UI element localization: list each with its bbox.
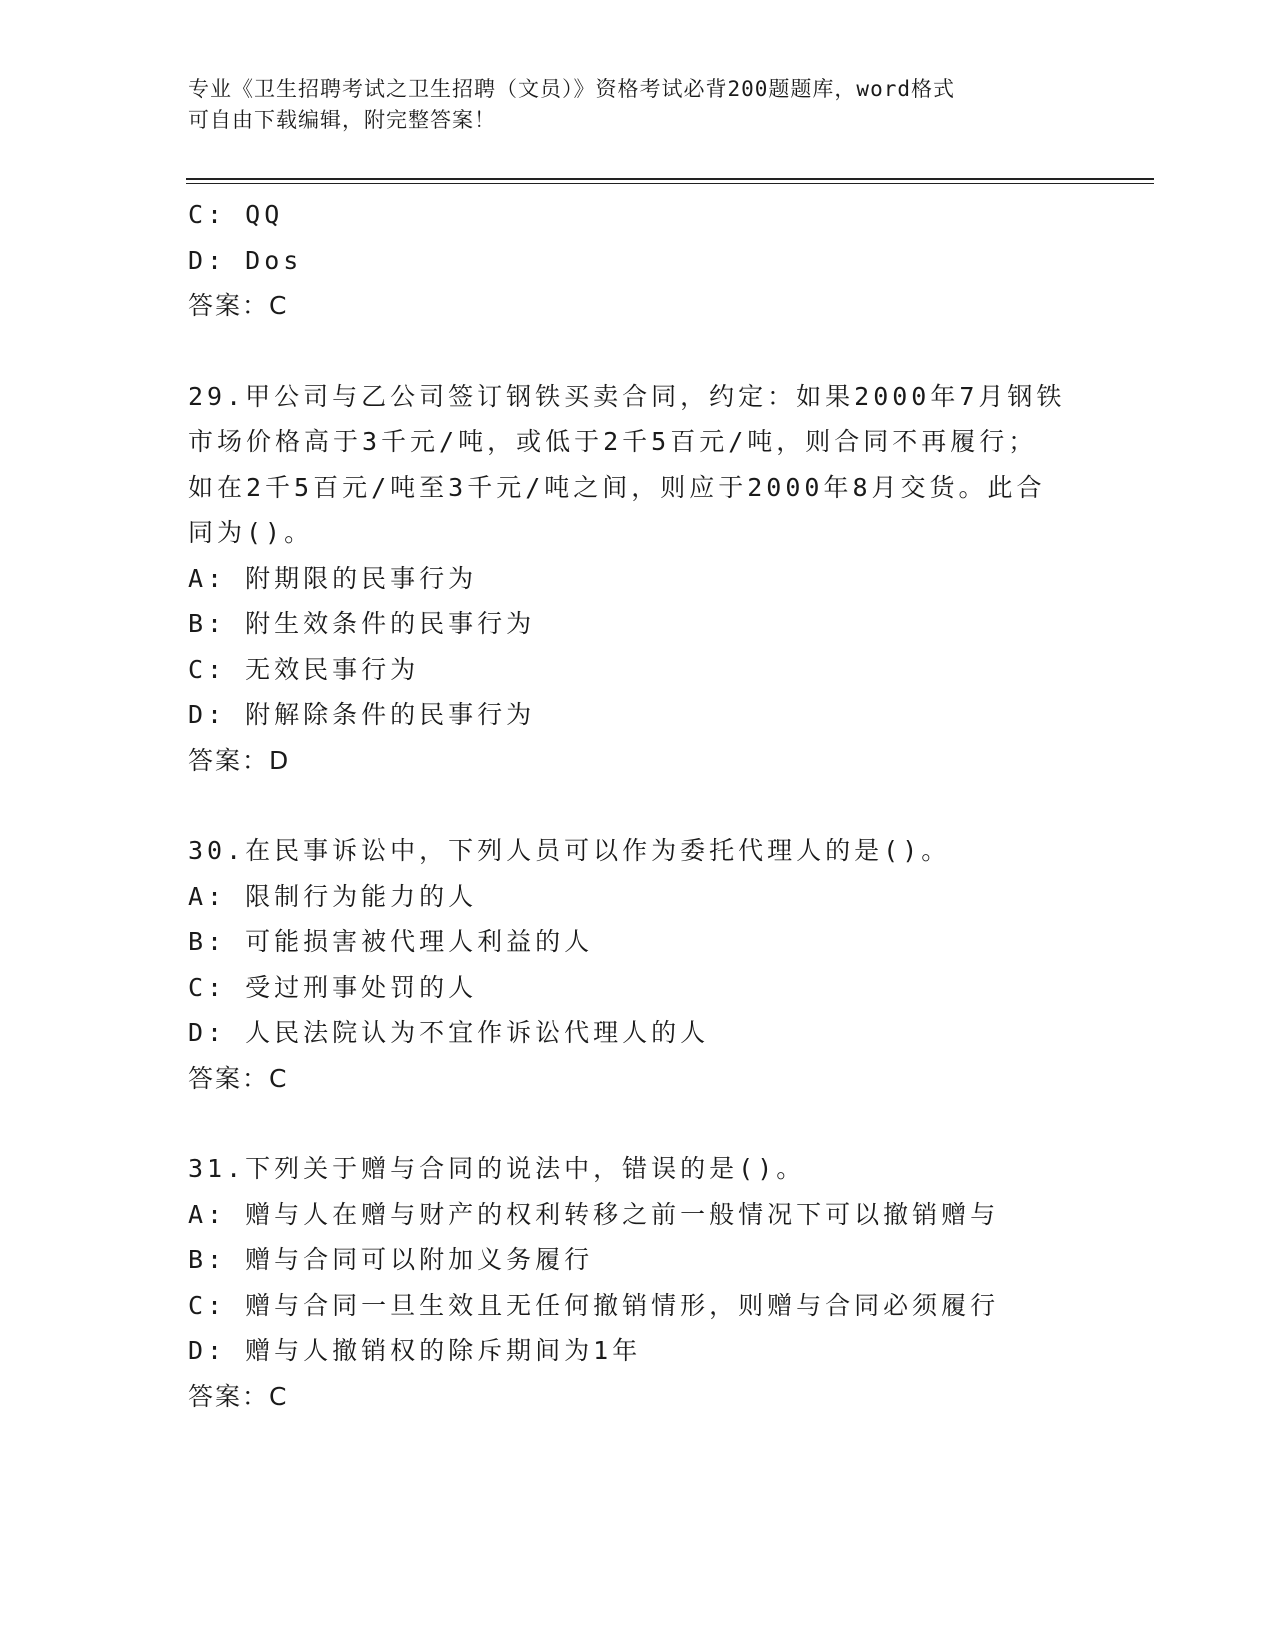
option-c: C: 赠与合同一旦生效且无任何撤销情形，则赠与合同必须履行 — [188, 1290, 1000, 1320]
answer-line: 答案：C — [188, 1063, 289, 1093]
option-a: A: 赠与人在赠与财产的权利转移之前一般情况下可以撤销赠与 — [188, 1199, 1000, 1229]
option-b: B: 附生效条件的民事行为 — [188, 609, 536, 638]
question-stem: 市场价格高于3千元/吨，或低于2千5百元/吨，则合同不再履行； — [188, 427, 1038, 456]
question-stem: 31.下列关于赠与合同的说法中，错误的是()。 — [188, 1154, 806, 1183]
header-divider — [186, 183, 1154, 184]
question-stem: 同为()。 — [188, 518, 314, 547]
option-d: D: Dos — [188, 245, 303, 275]
option-b: B: 可能损害被代理人利益的人 — [188, 927, 594, 956]
option-d: D: 赠与人撤销权的除斥期间为1年 — [188, 1336, 642, 1365]
option-d: D: 人民法院认为不宜作诉讼代理人的人 — [188, 1018, 710, 1047]
option-c: C: 无效民事行为 — [188, 654, 420, 684]
header-line: 专业《卫生招聘考试之卫生招聘（文员）》资格考试必背200题题库，word格式 — [188, 77, 955, 101]
option-d: D: 附解除条件的民事行为 — [188, 700, 536, 729]
question-29 — [188, 374, 1088, 784]
option-a: A: 限制行为能力的人 — [188, 881, 478, 911]
option-c: C: 受过刑事处罚的人 — [188, 972, 478, 1002]
question-stem: 如在2千5百元/吨至3千元/吨之间，则应于2000年8月交货。此合 — [188, 472, 1046, 502]
question-stem: 30.在民事诉讼中，下列人员可以作为委托代理人的是()。 — [188, 836, 951, 865]
option-c: C: QQ — [188, 200, 284, 229]
option-b: B: 赠与合同可以附加义务履行 — [188, 1245, 594, 1274]
option-a: A: 附期限的民事行为 — [188, 563, 478, 593]
question-30 — [188, 828, 1088, 1101]
header-divider — [186, 178, 1154, 180]
page-header — [188, 74, 1088, 136]
question-list — [188, 192, 1088, 1419]
answer-line: 答案：D — [188, 745, 291, 775]
question-31 — [188, 1146, 1088, 1419]
carryover-question — [188, 192, 1088, 329]
answer-line: 答案：C — [188, 291, 289, 320]
question-stem: 29.甲公司与乙公司签订钢铁买卖合同，约定：如果2000年7月钢铁 — [188, 381, 1066, 411]
header-line: 可自由下载编辑，附完整答案！ — [188, 108, 496, 132]
answer-line: 答案：C — [188, 1381, 289, 1411]
